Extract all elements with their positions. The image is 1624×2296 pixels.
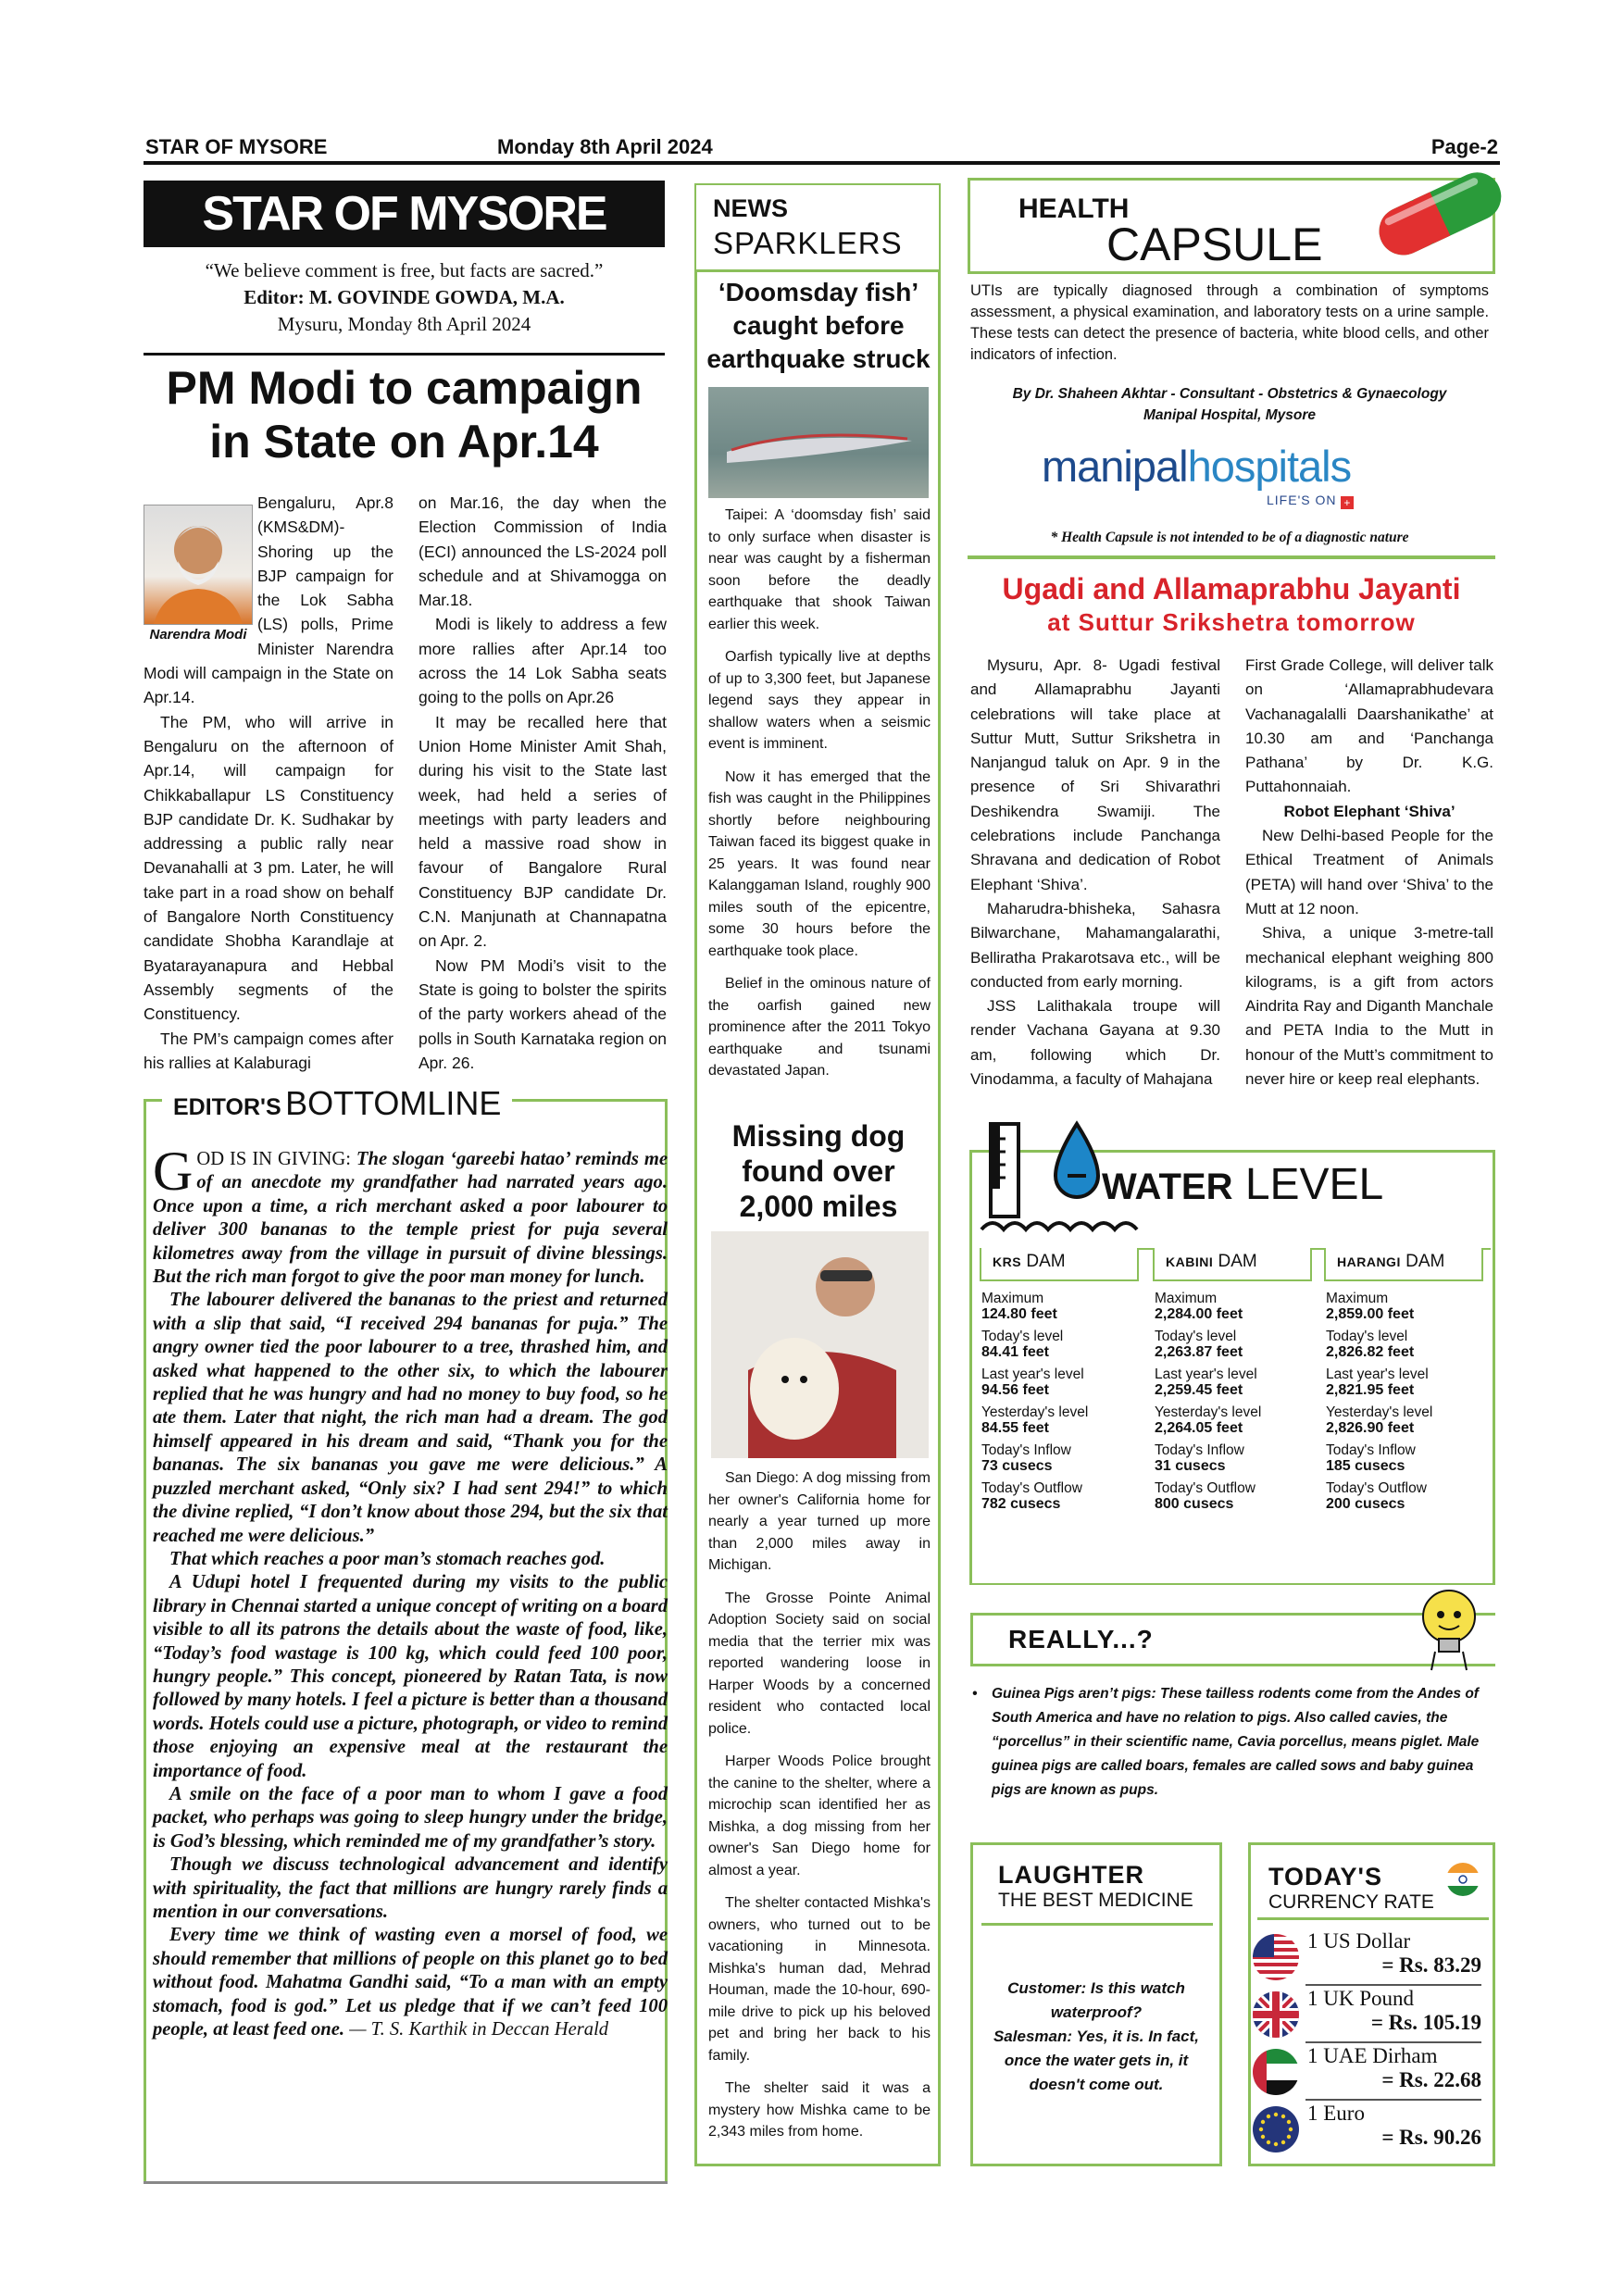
story2-body xyxy=(708,1467,931,2143)
reading-value: 2,826.90 feet xyxy=(1326,1420,1415,1436)
joke-line: Salesman: Yes, it is. In fact, once the water gets in, it doesn't come out. xyxy=(993,2028,1200,2093)
manipal-logo xyxy=(1042,441,1351,492)
plus-icon: + xyxy=(1341,496,1354,509)
water-label-bold: WATER xyxy=(1102,1167,1233,1207)
capsule-icon xyxy=(1356,153,1523,273)
dam-name-suffix: DAM xyxy=(1026,1252,1066,1271)
currency-divider xyxy=(1305,1984,1481,1986)
story1-paragraph: Belief in the ominous nature of the oarfish gained new prominence after the 2011 Tokyo earthquake and tsunami devastated Japan. xyxy=(708,976,931,1079)
laughter-label-bold: LAUGHTER xyxy=(998,1861,1144,1889)
masthead-info xyxy=(144,257,665,338)
masthead-rule xyxy=(144,353,665,356)
manipal-tagline xyxy=(1267,493,1354,509)
dam-name-tab xyxy=(1324,1248,1483,1281)
story2-paragraph: The Grosse Pointe Animal Adoption Society said on social media that the terrier mix was reported wandering loose in Harper Woods by a concerned resident who contacted local police. xyxy=(708,1590,931,1737)
reading-value: 94.56 feet xyxy=(981,1382,1049,1398)
really-fact: Guinea Pigs aren’t pigs: These tailless rodents come from the Andes of South America and have no relation to pigs. Also called cavies, the “porcellus” in their scientific name, Cavia porcellus, means piglet. Male guinea pigs are called boars, females are called sows and baby guinea pigs are known as pups. xyxy=(992,1686,1480,1798)
india-flag-icon xyxy=(1444,1861,1481,1898)
really-text xyxy=(968,1682,1495,1803)
reading-value: 2,826.82 feet xyxy=(1326,1344,1415,1360)
story1-body xyxy=(708,505,931,1082)
currency-unit: 1 Euro xyxy=(1307,2102,1365,2125)
header-page-number: Page-2 xyxy=(1430,135,1498,158)
ugadi-paragraph: Mysuru, Apr. 8- Ugadi festival and Allamaprabhu Jayanti celebrations will take place at Suttur Mutt, Suttur Srikshetra in Nanjangud taluk on Apr. 9 in the presence of Sri Shivarathri Deshikendra Swamiji. The celebrations include Panchanga Shravana and dedication of Robot Elephant ‘Shiva’. xyxy=(970,656,1220,893)
reading-label: Last year's level xyxy=(1326,1366,1429,1382)
dam-name-bold: KRS xyxy=(993,1254,1022,1269)
reading-value: 2,284.00 feet xyxy=(1155,1306,1243,1322)
reading-label: Today's Inflow xyxy=(981,1442,1071,1458)
health-byline-line2: Manipal Hospital, Mysore xyxy=(1143,407,1317,423)
dam-name-tab xyxy=(980,1248,1139,1281)
reading-label: Today's Outflow xyxy=(1326,1480,1427,1496)
bulb-icon xyxy=(1407,1581,1491,1674)
editor-bottomline-label xyxy=(162,1081,512,1128)
currency-value: = Rs. 105.19 xyxy=(1370,2011,1481,2034)
manipal-tagline-text: LIFE'S ON xyxy=(1267,493,1337,507)
ugadi-paragraph: JSS Lalithakala troupe will render Vachana Gayana at 9.30 am, following which Dr. Vinodamma, a faculty of Mahajana xyxy=(970,997,1220,1089)
currency-unit: 1 UK Pound xyxy=(1307,1987,1415,2010)
editor-bottomline-text xyxy=(153,1141,668,2041)
health-byline xyxy=(970,383,1489,426)
story1-paragraph: Oarfish typically live at depths of up to 3,300 feet, but Japanese legend says they appear in shallow waters when a seismic event is imminent. xyxy=(708,649,931,752)
oarfish-photo xyxy=(708,387,929,498)
ugadi-paragraph: First Grade College, will deliver talk on ‘Allamaprabhudevara Vachanagalalli Daarshanikathe’ at 10.30 am and ‘Panchanga Pathana’ by Dr. K.G. Puttahonnaiah. xyxy=(1245,656,1493,796)
reading-value: 84.41 feet xyxy=(981,1344,1049,1360)
editor-paragraph: A smile on the face of a poor man to whom I gave a food packet, who perhaps was going to sleep hungry under the bridge, is God’s blessing, which reminded me of my grandfather’s story. xyxy=(153,1783,668,1852)
health-capsule-label xyxy=(972,181,1486,268)
story2-paragraph: The shelter said it was a mystery how Mishka came to be 2,343 miles from home. xyxy=(708,2080,931,2140)
header-date: Monday 8th April 2024 xyxy=(497,135,713,158)
dam-readings xyxy=(1326,1291,1491,1518)
ugadi-headline-line1: Ugadi and Allamaprabhu Jayanti xyxy=(1002,572,1461,605)
reading-value: 200 cusecs xyxy=(1326,1496,1405,1512)
dam-name-suffix: DAM xyxy=(1405,1252,1445,1271)
currency-label-light: CURRENCY RATE xyxy=(1268,1891,1434,1913)
story2-paragraph: The shelter contacted Mishka's owners, who turned out to be vacationing in Minnesota. Mishka's human dad, Mehrad Houman, made the 10-hour, 690-mile drive to pick up his beloved pet and bring her back to his family. xyxy=(708,1895,931,2064)
reading-value: 2,859.00 feet xyxy=(1326,1306,1415,1322)
dam-readings xyxy=(1155,1291,1319,1518)
ugadi-paragraph: New Delhi-based People for the Ethical Treatment of Animals (PETA) will hand over ‘Shiva’ to the Mutt at 12 noon. xyxy=(1245,827,1493,917)
health-text: UTIs are typically diagnosed through a combination of symptoms assessment, a physical examination, and laboratory tests on a urine sample. These tests can detect the presence of bacteria, white blood cells, and other indicators of infection. xyxy=(970,282,1489,363)
editor-label-bold: EDITOR'S xyxy=(173,1094,281,1120)
lead-paragraph: The PM’s campaign comes after his rallies at Kalaburagi xyxy=(144,1029,394,1072)
editor-paragraph: The labourer delivered the bananas to the priest and returned with a slip that said, “I received 294 bananas for puja.” The angry owner tied the poor labourer to a tree, thrashed him, and asked what happened to the other six, to which the labourer replied that he was hungry and had no money to buy food, so he ate them. Later that night, the rich man had a dream. The god himself appeared in his dream and said, “Thank you for the bananas. The six bananas you gave me were delicious.” A puzzled merchant asked, “Only six? I had sent 294!” to which the divine replied, “I don’t know about those 294, but the six that reached me were delicious.” xyxy=(153,1290,668,1546)
laughter-label-light: THE BEST MEDICINE xyxy=(998,1890,1193,1911)
dog-photo xyxy=(711,1231,929,1458)
currency-divider xyxy=(1305,2041,1481,2043)
uk-flag-icon xyxy=(1252,1990,1300,2039)
reading-label: Today's Outflow xyxy=(1155,1480,1255,1496)
dam-name-bold: HARANGI xyxy=(1337,1254,1401,1269)
editor-lead-caps: OD IS IN GIVING: xyxy=(196,1149,351,1169)
reading-value: 185 cusecs xyxy=(1326,1458,1405,1474)
water-level-label xyxy=(1102,1159,1383,1210)
dam-readings xyxy=(981,1291,1146,1518)
reading-label: Maximum xyxy=(1326,1291,1389,1306)
news-sparklers-label xyxy=(696,185,939,272)
reading-value: 2,263.87 feet xyxy=(1155,1344,1243,1360)
health-label-bold: HEALTH xyxy=(1018,193,1130,224)
lead-headline xyxy=(144,361,665,468)
currency-value: = Rs. 83.29 xyxy=(1381,1953,1481,1977)
masthead-logo: STAR OF MYSORE xyxy=(144,181,665,247)
health-byline-line1: By Dr. Shaheen Akhtar - Consultant - Obstetrics & Gynaecology xyxy=(1012,386,1447,402)
lead-paragraph: Bengaluru, Apr.8 (KMS&DM)- Shoring up the BJP campaign for the Lok Sabha (LS) polls, Prime Minister Narendra Modi will campaign in the State on Apr.14. xyxy=(144,493,394,707)
reading-value: 73 cusecs xyxy=(981,1458,1053,1474)
ugadi-headline xyxy=(968,572,1495,639)
story1-paragraph: Now it has emerged that the fish was caught in the Philippines shortly before neighbouring Taiwan faced its biggest quake in 25 years. It was found near Kalanggaman Island, roughly 900 miles south of the epicentre, some 30 hours before the earthquake took place. xyxy=(708,768,931,959)
reading-value: 2,259.45 feet xyxy=(1155,1382,1243,1398)
story1-headline: ‘Doomsday fish’ caught before earthquake struck xyxy=(706,278,931,373)
reading-label: Maximum xyxy=(981,1291,1044,1306)
dam-name-bold: KABINI xyxy=(1166,1254,1214,1269)
ugadi-headline-line2: at Suttur Srikshetra tomorrow xyxy=(1047,608,1416,636)
health-disclaimer: * Health Capsule is not intended to be of a diagnostic nature xyxy=(1050,530,1409,545)
header-rule xyxy=(144,161,1500,165)
reading-value: 800 cusecs xyxy=(1155,1496,1234,1512)
editor-paragraph: A Udupi hotel I frequented during my visits to the public library in Chennai started a unique concept of writing on a board visible to all its patrons the details about the waste of food, like, “Today’s food wastage is 100 kg, which could feed 100 poor, hungry people.” This concept, pioneered by Ratan Tata, is now followed by many hotels. I feel a picture is better than a thousand words. Hotels could use a picture, photograph, or video to remind those enjoying an expensive meal at the restaurant the importance of food. xyxy=(153,1572,668,1781)
reading-label: Maximum xyxy=(1155,1291,1218,1306)
dam-name-suffix: DAM xyxy=(1218,1252,1257,1271)
currency-unit: 1 UAE Dirham xyxy=(1307,2044,1438,2067)
uae-flag-icon xyxy=(1252,2048,1300,2096)
ugadi-column-1 xyxy=(970,654,1220,1092)
story2-paragraph: Harper Woods Police brought the canine to the shelter, where a microchip scan identified her as Mishka, a dog missing from her owner's San Diego home for almost a year. xyxy=(708,1753,931,1878)
editor-paragraph: The slogan ‘gareebi hatao’ reminds me of an anecdote my grandfather had narrated years ago. Once upon a time, a rich merchant asked a poor labourer to deliver 300 bananas to the temple priest for puja several kilometres away from the village in pursuit of divine blessings. But the rich man forgot to give the poor man money for lunch. xyxy=(153,1149,668,1288)
laughter-joke xyxy=(981,1977,1211,2097)
reading-label: Yesterday's level xyxy=(981,1404,1089,1420)
story2-paragraph: San Diego: A dog missing from her owner's California home for nearly a year turned up more than 2,000 miles away in Michigan. xyxy=(708,1470,931,1573)
header-paper-name: STAR OF MYSORE xyxy=(145,135,328,158)
reading-label: Today's level xyxy=(1326,1329,1408,1344)
ugadi-paragraph: Shiva, a unique 3-metre-tall mechanical elephant weighing 800 kilograms, is a gift from actors Aindrita Ray and Diganth Manchale and PETA India to the Mutt in honour of the Mutt’s commitment to never hire or keep real elephants. xyxy=(1245,924,1493,1089)
currency-divider xyxy=(1305,2099,1481,2101)
masthead-dateline: Mysuru, Monday 8th April 2024 xyxy=(277,313,531,335)
editor-paragraph: Every time we think of wasting even a morsel of food, we should remember that millions of people on this planet go to bed without food. Mahatma Gandhi said, “To a man with an empty stomach, food is god.” Let us pledge that if we can’t feed 100 people, at least feed one. xyxy=(153,1925,668,2040)
dam-name-tab xyxy=(1153,1248,1312,1281)
reading-value: 84.55 feet xyxy=(981,1420,1049,1436)
editor-label-light: BOTTOMLINE xyxy=(285,1084,502,1122)
laughter-label xyxy=(981,1861,1213,1926)
reading-label: Today's Inflow xyxy=(1155,1442,1244,1458)
modi-photo-caption: Narendra Modi xyxy=(149,627,247,643)
news-label-bold: NEWS xyxy=(713,194,788,222)
lead-headline-line2: in State on Apr.14 xyxy=(209,416,599,468)
lead-paragraph: Now PM Modi’s visit to the State is going to bolster the spirits of the party workers ahead of the polls in South Karnataka region on Apr. 26. xyxy=(418,955,667,1072)
ugadi-column-2 xyxy=(1245,654,1493,1092)
ugadi-subhead: Robot Elephant ‘Shiva’ xyxy=(1283,802,1455,820)
ugadi-paragraph: Maharudra-bhisheka, Sahasra Bilwarchane, Mahamangalarathi, Belliratha Prakarotsava etc., will be conducted from early morning. xyxy=(970,899,1220,991)
reading-label: Today's level xyxy=(1155,1329,1237,1344)
currency-value: = Rs. 22.68 xyxy=(1381,2068,1481,2091)
lead-paragraph: Modi is likely to address a few more rallies after Apr.14 too across the 14 Lok Sabha seats going to the polls on Apr.26 xyxy=(418,615,667,707)
water-label-light: LEVEL xyxy=(1244,1160,1384,1209)
reading-value: 782 cusecs xyxy=(981,1496,1061,1512)
masthead-motto: “We believe comment is free, but facts are sacred.” xyxy=(205,259,604,281)
bullet-icon: • xyxy=(972,1686,978,1702)
drop-cap: G xyxy=(153,1141,194,1202)
us-flag-icon xyxy=(1252,1933,1300,1981)
manipal-logo-part1: manipal xyxy=(1042,442,1188,491)
reading-label: Today's Outflow xyxy=(981,1480,1082,1496)
reading-label: Today's Inflow xyxy=(1326,1442,1416,1458)
reading-value: 2,821.95 feet xyxy=(1326,1382,1415,1398)
reading-value: 2,264.05 feet xyxy=(1155,1420,1243,1436)
reading-label: Today's level xyxy=(981,1329,1064,1344)
manipal-logo-part2: hospitals xyxy=(1187,442,1352,491)
lead-column-1 xyxy=(144,491,394,1075)
health-label-light: CAPSULE xyxy=(1106,218,1323,270)
lead-paragraph: It may be recalled here that Union Home Minister Amit Shah, during his visit to the State last week, had held a series of meetings with party leaders and held a massive road show in favour of Bangalore Rural Constituency BJP candidate Dr. C.N. Manjunath at Channapatna on Apr. 2. xyxy=(418,712,667,951)
lead-headline-line1: PM Modi to campaign xyxy=(166,362,643,414)
reading-value: 124.80 feet xyxy=(981,1306,1057,1322)
news-label-light: SPARKLERS xyxy=(713,226,903,260)
editor-paragraph: Though we discuss technological advancement and identify with spirituality, the fact that millions are hungry rarely finds a mention in our conversations. xyxy=(153,1854,668,1922)
health-bottom-rule xyxy=(968,555,1495,559)
eu-flag-icon xyxy=(1252,2105,1300,2153)
editor-paragraph: That which reaches a poor man’s stomach reaches god. xyxy=(169,1548,606,1569)
lead-paragraph: on Mar.16, the day when the Election Commission of India (ECI) announced the LS-2024 poll schedule and at Shivamogga on Mar.18. xyxy=(418,493,667,610)
really-label: REALLY...? xyxy=(1008,1625,1154,1653)
lead-paragraph: The PM, who will arrive in Bengaluru on the afternoon of Apr.14, will campaign for Chikkaballapur LS Constituency BJP candidate Dr. K. Sudhakar by addressing a public rally near Devanahalli at 3 pm. Later, he will take part in a road show on behalf of Bangalore North Constituency candidate Shobha Karandlaje at Byatarayanapura and Hebbal Assembly segments of the Constituency. xyxy=(144,712,394,1024)
masthead-editor: Editor: M. GOVINDE GOWDA, M.A. xyxy=(244,286,565,308)
reading-label: Yesterday's level xyxy=(1155,1404,1262,1420)
reading-label: Yesterday's level xyxy=(1326,1404,1433,1420)
lead-column-2 xyxy=(418,491,667,1075)
joke-line: Customer: Is this watch waterproof? xyxy=(1007,1979,1185,2021)
editor-bottom-rule xyxy=(144,2181,668,2184)
reading-value: 31 cusecs xyxy=(1155,1458,1226,1474)
story2-headline: Missing dog found over 2,000 miles xyxy=(731,1119,906,1223)
reading-label: Last year's level xyxy=(981,1366,1084,1382)
currency-label-bold: TODAY'S xyxy=(1268,1863,1382,1890)
currency-unit: 1 US Dollar xyxy=(1307,1929,1411,1953)
currency-value: = Rs. 90.26 xyxy=(1381,2126,1481,2149)
story1-paragraph: Taipei: A ‘doomsday fish’ said to only surface when disaster is near was caught by a fisherman soon before the deadly earthquake that shook Taiwan earlier this week. xyxy=(708,507,931,632)
reading-label: Last year's level xyxy=(1155,1366,1257,1382)
editor-credit: — T. S. Karthik in Deccan Herald xyxy=(349,2019,609,2040)
photo-spacer xyxy=(144,491,257,650)
